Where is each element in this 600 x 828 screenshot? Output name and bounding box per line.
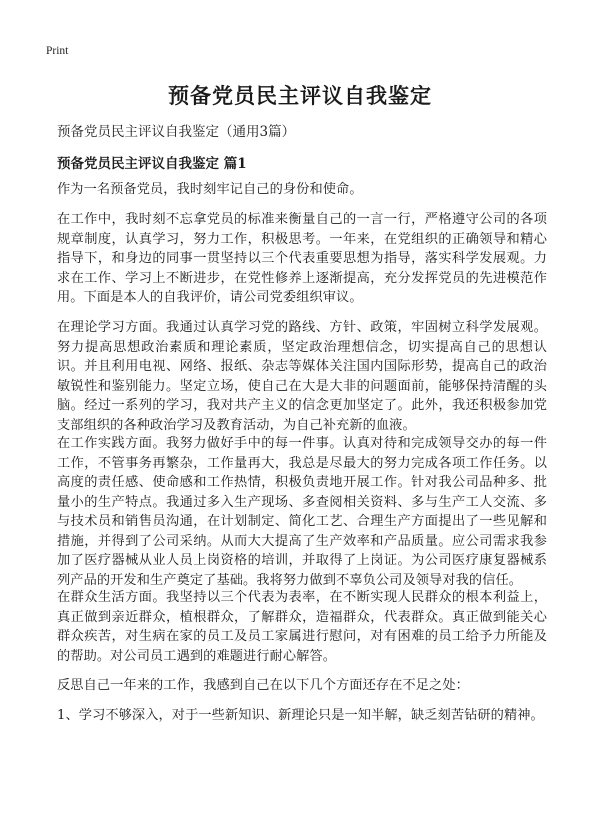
paragraph-shortcoming-1: 1、学习不够深入，对于一些新知识、新理论只是一知半解，缺乏刻苦钻研的精神。 <box>57 708 544 723</box>
print-link[interactable]: Print <box>46 45 69 57</box>
document-subtitle: 预备党员民主评议自我鉴定（通用3篇） <box>57 124 296 140</box>
document-title: 预备党员民主评议自我鉴定 <box>168 83 432 108</box>
paragraph-theory: 在理论学习方面。我通过认真学习党的路线、方针、政策，牢固树立科学发展观。努力提高思想政治素质和理论素质，坚定政治理想信念，切实提高自己的思想认识。并且利用电视、网络、报纸、杂志等媒体关注国内国际形势，提高自己的政治敏锐性和鉴别能力。坚定立场，使自己在大是大非的问题面前，能够保持清醒的头脑。经过一系列的学习，我对共产主义的信念更加坚定了。此外，我还积极参加党支部组织的各种政治学习及教育活动，为自己补充新的血液。 <box>57 320 547 433</box>
paragraph-work: 在工作中，我时刻不忘拿党员的标准来衡量自己的一言一行，严格遵守公司的各项规章制度，认真学习，努力工作，积极思考。一年来，在党组织的正确领导和精心指导下，和身边的同事一贯坚持以三个代表重要思想为指导，落实科学发展观。力求在工作、学习上不断进步，在党性修养上逐渐提高，充分发挥党员的先进模范作用。下面是本人的自我评价，请公司党委组织审议。 <box>57 212 547 305</box>
paragraph-reflection: 反思自己一年来的工作，我感到自己在以下几个方面还存在不足之处： <box>57 678 469 693</box>
paragraph-masses: 在群众生活方面。我坚持以三个代表为表率，在不断实现人民群众的根本利益上，真正做到亲近群众，植根群众，了解群众，造福群众，代表群众。真正做到能关心群众疾苦，对生病在家的员工及员工家属进行慰问，对有困难的员工给予力所能及的帮助。对公司员工遇到的难题进行耐心解答。 <box>57 590 547 664</box>
section-heading: 预备党员民主评议自我鉴定 篇1 <box>57 156 247 172</box>
paragraph-intro: 作为一名预备党员，我时刻牢记自己的身份和使命。 <box>57 182 363 197</box>
paragraph-practice: 在工作实践方面。我努力做好手中的每一件事。认真对待和完成领导交办的每一件工作，不管事务再繁杂，工作量再大，我总是尽最大的努力完成各项工作任务。以高度的责任感、使命感和工作热情，积极负责地开展工作。针对我公司品种多、批量小的生产特点。我通过多入生产现场、多查阅相关资料、多与生产工人交流、多与技术员和销售员沟通，在计划制定、简化工艺、合理生产方面提出了一些见解和措施，并得到了公司采纳。从而大大提高了生产效率和产品质量。应公司需求我参加了医疗器械从业人员上岗资格的培训，并取得了上岗证。为公司医疗康复器械系列产品的开发和生产奠定了基础。我将努力做到不辜负公司及领导对我的信任。 <box>57 436 547 588</box>
